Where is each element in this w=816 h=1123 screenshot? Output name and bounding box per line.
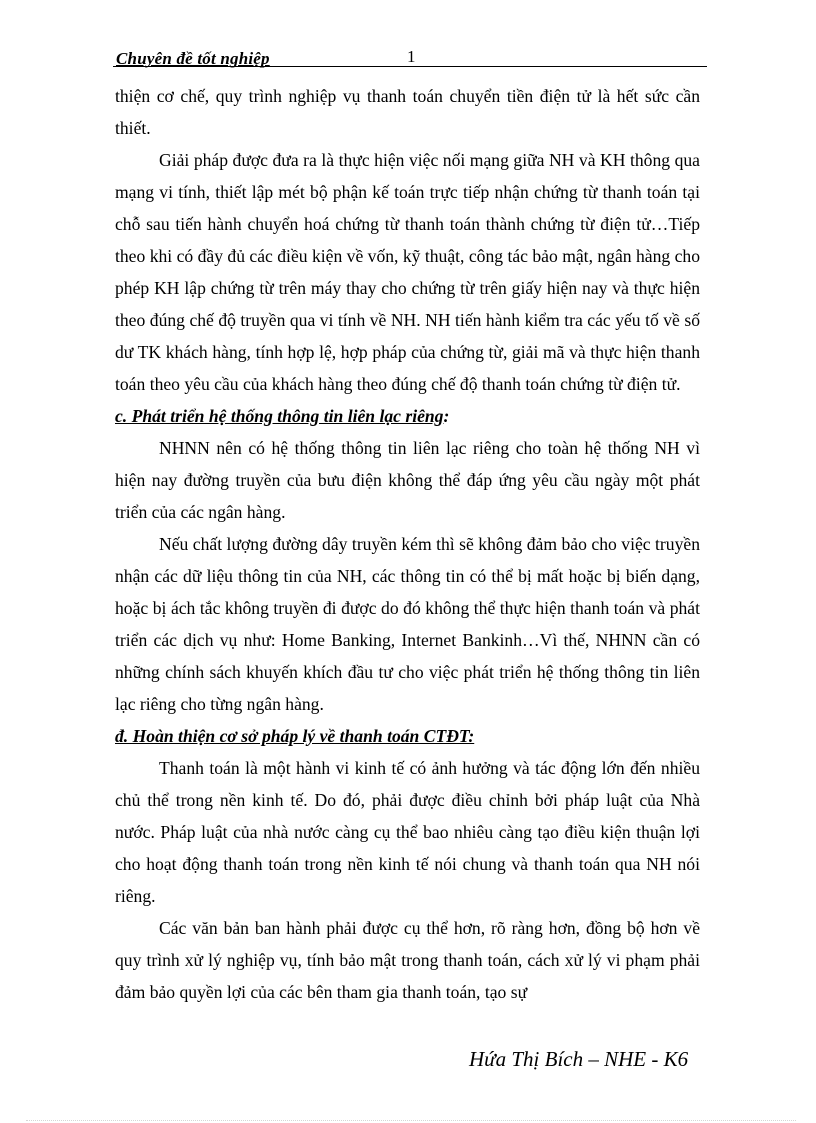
section-heading-d-text: đ. Hoàn thiện cơ sở pháp lý về thanh toán CTĐT:: [115, 726, 475, 746]
section-heading-c-colon: :: [443, 406, 450, 426]
page-number: 1: [407, 47, 416, 66]
paragraph-5: Thanh toán là một hành vi kinh tế có ảnh hưởng và tác động lớn đến nhiều chủ thể trong nền kinh tế. Do đó, phải được điều chỉnh bởi pháp luật của Nhà nước. Pháp luật của nhà nước càng cụ thể bao nhiêu càng tạo điều kiện thuận lợi cho hoạt động thanh toán trong nền kinh tế nói chung và thanh toán qua NH nói riêng.: [115, 758, 700, 906]
page-header: [113, 44, 707, 67]
header-title: Chuyên đề tốt nghiệp: [116, 49, 270, 68]
document-body: [115, 80, 700, 1008]
paragraph-1: thiện cơ chế, quy trình nghiệp vụ thanh toán chuyển tiền điện tử là hết sức cần thiết.: [115, 86, 700, 138]
paragraph-4: Nếu chất lượng đường dây truyền kém thì sẽ không đảm bảo cho việc truyền nhận các dữ liệu thông tin của NH, các thông tin có thể bị mất hoặc bị biến dạng, hoặc bị ách tắc không truyền đi được do đó không thể thực hiện thanh toán và phát triển các dịch vụ như: Home Banking, Internet Bankinh…Vì thế, NHNN cần có những chính sách khuyến khích đầu tư cho việc phát triển hệ thống thông tin liên lạc riêng cho từng ngân hàng.: [115, 534, 700, 714]
page-bottom-border: [26, 1120, 796, 1121]
section-heading-c-text: c. Phát triển hệ thống thông tin liên lạc riêng: [115, 406, 444, 426]
page-footer-author: Hứa Thị Bích – NHE - K6: [469, 1047, 689, 1071]
section-heading-c: [115, 400, 700, 432]
section-heading-d: [115, 720, 700, 752]
paragraph-6: Các văn bản ban hành phải được cụ thể hơn, rõ ràng hơn, đồng bộ hơn về quy trình xử lý nghiệp vụ, tính bảo mật trong thanh toán, cách xử lý vi phạm phải đảm bảo quyền lợi của các bên tham gia thanh toán, tạo sự: [115, 918, 700, 1002]
paragraph-2: Giải pháp được đưa ra là thực hiện việc nối mạng giữa NH và KH thông qua mạng vi tính, thiết lập mét bộ phận kế toán trực tiếp nhận chứng từ thanh toán tại chỗ sau tiến hành chuyển hoá chứng từ thanh toán thành chứng từ điện tử…Tiếp theo khi có đầy đủ các điều kiện về vốn, kỹ thuật, công tác bảo mật, ngân hàng cho phép KH lập chứng từ trên máy thay cho chứng từ trên giấy hiện nay và thực hiện theo đúng chế độ truyền qua vi tính về NH. NH tiến hành kiểm tra các yếu tố về số dư TK khách hàng, tính hợp lệ, hợp pháp của chứng từ, giải mã và thực hiện thanh toán theo yêu cầu của khách hàng theo đúng chế độ thanh toán chứng từ điện tử.: [115, 150, 700, 394]
paragraph-3: NHNN nên có hệ thống thông tin liên lạc riêng cho toàn hệ thống NH vì hiện nay đường truyền của bưu điện không thể đáp ứng yêu cầu ngày một phát triển của các ngân hàng.: [115, 438, 700, 522]
